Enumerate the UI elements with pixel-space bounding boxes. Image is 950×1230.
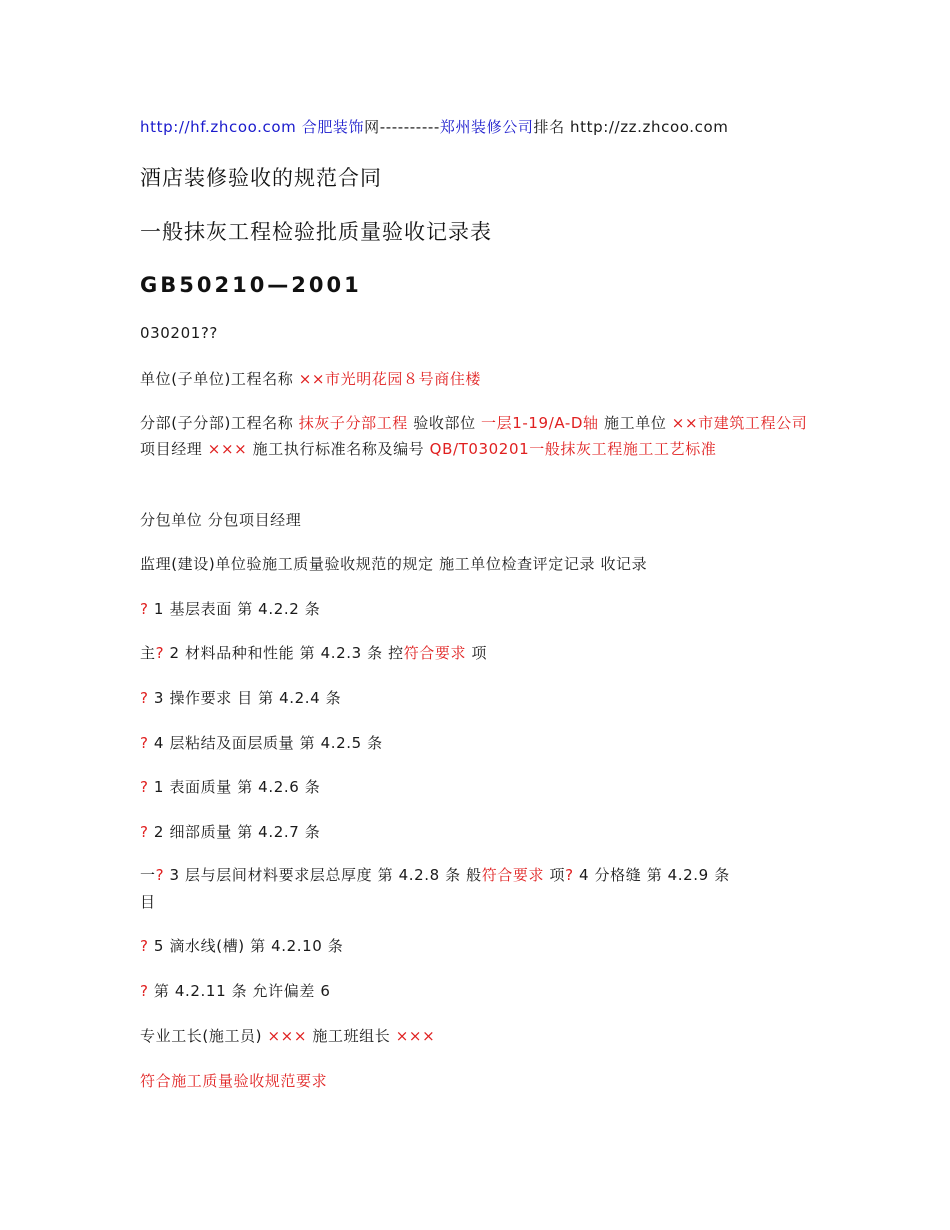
header-separator: 网---------- [364,118,440,136]
division-value: 抹灰子分部工程 [298,414,408,432]
list-item: ? 2 细部质量 第 4.2.7 条 [140,823,321,841]
unknown-glyph: ? [565,866,574,884]
project-manager-value: ××× [207,440,248,458]
unknown-glyph: ? [155,644,165,662]
unknown-glyph: ? [140,600,149,618]
supervision-line: 监理(建设)单位验施工质量验收规范的规定 施工单位检查评定记录 收记录 [140,555,648,573]
subcontract-line: 分包单位 分包项目经理 [140,511,302,529]
document-title: 酒店装修验收的规范合同 [140,166,382,190]
construction-unit-value: ××市建筑工程公司 [671,414,808,432]
project-name-line [140,366,810,392]
foreman-label: 专业工长(施工员) [140,1027,263,1045]
zhengzhou-company-link[interactable]: 郑州装修公司 [439,118,534,136]
unknown-glyph: ? [140,937,149,955]
standard-number: GB50210—2001 [140,273,362,297]
team-leader-value: ××× [395,1027,436,1045]
list-item: 主? 2 材料品种和性能 第 4.2.3 条 控符合要求 项 [140,644,488,662]
unknown-glyph: ? [140,689,149,707]
list-item: ? 5 滴水线(槽) 第 4.2.10 条 [140,937,344,955]
header-rank-text: 排名 [533,118,565,136]
list-item: ? 3 操作要求 目 第 4.2.4 条 [140,689,342,707]
unknown-glyph: ? [155,866,165,884]
project-name-label: 单位(子单位)工程名称 [140,370,294,388]
standard-name-value: QB/T030201一般抹灰工程施工工艺标准 [429,440,717,458]
unknown-glyph: ? [140,734,149,752]
zz-site-url: http://zz.zhcoo.com [570,118,729,136]
general-item-row: 一? 3 层与层间材料要求层总厚度 第 4.2.8 条 般符合要求 项? 4 分格缝 第 4.2.9 条 [140,866,730,884]
list-item: ? 4 层粘结及面层质量 第 4.2.5 条 [140,734,383,752]
general-item-row-continuation: 目 [140,893,156,911]
project-name-value: ××市光明花园８号商住楼 [298,370,482,388]
list-item: ? 1 表面质量 第 4.2.6 条 [140,778,321,796]
unknown-glyph: ? [140,982,149,1000]
document-subtitle: 一般抹灰工程检验批质量验收记录表 [140,220,492,244]
form-code: 030201?? [140,324,218,342]
conclusion-text: 符合施工质量验收规范要求 [140,1072,328,1090]
team-leader-label: 施工班组长 [312,1027,391,1045]
signoff-line [140,1023,810,1049]
standard-name-label: 施工执行标准名称及编号 [252,440,425,458]
division-label: 分部(子分部)工程名称 [140,414,294,432]
project-manager-label: 项目经理 [140,440,203,458]
inspection-part-label: 验收部位 [413,414,476,432]
list-item: ? 1 基层表面 第 4.2.2 条 [140,600,321,618]
result-conforms: 符合要求 [481,866,545,884]
foreman-value: ××× [267,1027,307,1045]
unknown-glyph: ? [140,778,149,796]
unknown-glyph: ? [140,823,149,841]
hf-site-link[interactable]: http://hf.zhcoo.com [140,118,297,136]
header-line [140,114,810,140]
construction-unit-label: 施工单位 [604,414,667,432]
hefei-decoration-link[interactable]: 合肥装饰 [301,118,365,136]
inspection-part-value: 一层1-19/A-D轴 [481,414,599,432]
list-item: ? 第 4.2.11 条 允许偏差 6 [140,982,331,1000]
result-conforms: 符合要求 [403,644,467,662]
division-info-block [140,410,810,462]
